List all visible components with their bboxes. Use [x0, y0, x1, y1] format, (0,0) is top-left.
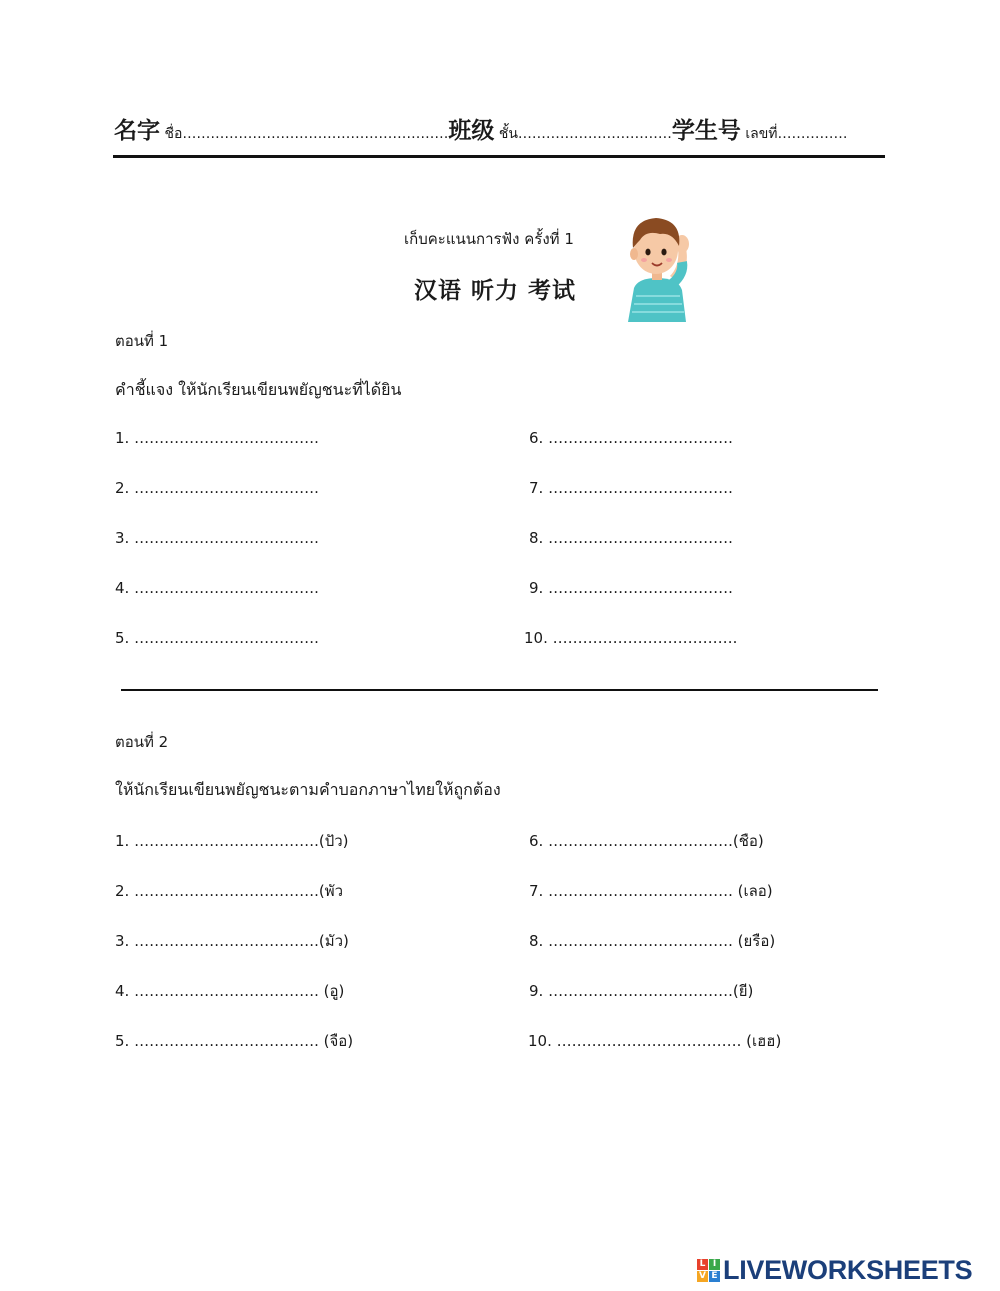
- student-info-header: [114, 112, 848, 148]
- page-title: 汉语 听力 考试: [414, 278, 577, 304]
- liveworksheets-logo: [697, 1253, 972, 1287]
- part2-item-3[interactable]: 3. ……………………………….(มัว): [115, 932, 349, 950]
- part1-item-10[interactable]: 10. ……………………………….: [524, 629, 738, 647]
- part2-item-7[interactable]: 7. ………………………………. (เลอ): [529, 882, 773, 900]
- subtitle: เก็บคะแนนการฟัง ครั้งที่ 1: [404, 230, 574, 248]
- part2-label: ตอนที่ 2: [115, 733, 169, 751]
- part2-instruction: ให้นักเรียนเขียนพยัญชนะตามคำบอกภาษาไทยให้ถูกต้อง: [115, 780, 501, 799]
- number-label-cn: 学生号: [671, 118, 741, 144]
- part1-instruction: คำชี้แจง ให้นักเรียนเขียนพยัญชนะที่ได้ยิน: [115, 380, 402, 399]
- logo-mark-e: E: [709, 1271, 720, 1282]
- part2-item-4[interactable]: 4. ………………………………. (อู): [115, 982, 345, 1000]
- part2-item-2[interactable]: 2. ……………………………….(พัว: [115, 882, 344, 900]
- part1-item-2[interactable]: 2. ……………………………….: [115, 479, 319, 497]
- part2-item-5[interactable]: 5. ………………………………. (จือ): [115, 1032, 354, 1050]
- part1-item-7[interactable]: 7. ……………………………….: [529, 479, 733, 497]
- boy-illustration: [612, 208, 702, 323]
- part2-item-8[interactable]: 8. ………………………………. (ยรือ): [529, 932, 776, 950]
- part2-item-9[interactable]: 9. ……………………………….(ยี): [529, 982, 754, 1000]
- name-label-cn: 名字: [114, 118, 160, 144]
- part1-item-9[interactable]: 9. ……………………………….: [529, 579, 733, 597]
- part1-item-5[interactable]: 5. ……………………………….: [115, 629, 319, 647]
- section-divider: [121, 689, 878, 691]
- logo-mark-v: V: [697, 1271, 708, 1282]
- logo-mark-icon: [697, 1259, 720, 1282]
- number-field[interactable]: ……………: [777, 126, 848, 142]
- class-label-th: ชั้น: [498, 126, 518, 142]
- part1-item-8[interactable]: 8. ……………………………….: [529, 529, 733, 547]
- part1-item-1[interactable]: 1. ……………………………….: [115, 429, 319, 447]
- class-label-cn: 班级: [448, 118, 495, 144]
- name-label-th: ชื่อ: [164, 126, 183, 142]
- logo-text: LIVEWORKSHEETS: [723, 1254, 973, 1285]
- part1-item-3[interactable]: 3. ……………………………….: [115, 529, 319, 547]
- part2-item-1[interactable]: 1. ……………………………….(ปัว): [115, 832, 349, 850]
- part2-item-6[interactable]: 6. ……………………………….(ชือ): [529, 832, 764, 850]
- logo-mark-i: I: [709, 1259, 720, 1270]
- part1-label: ตอนที่ 1: [115, 332, 169, 350]
- header-divider: [113, 155, 885, 158]
- name-field[interactable]: …………………………………………………: [182, 126, 449, 142]
- number-label-th: เลขที่: [745, 126, 778, 142]
- part2-item-10[interactable]: 10. ………………………………. (เฮฮ): [528, 1032, 782, 1050]
- part1-item-4[interactable]: 4. ……………………………….: [115, 579, 319, 597]
- logo-mark-l: L: [697, 1259, 708, 1270]
- class-field[interactable]: ……………………………: [517, 126, 672, 142]
- part1-item-6[interactable]: 6. ……………………………….: [529, 429, 733, 447]
